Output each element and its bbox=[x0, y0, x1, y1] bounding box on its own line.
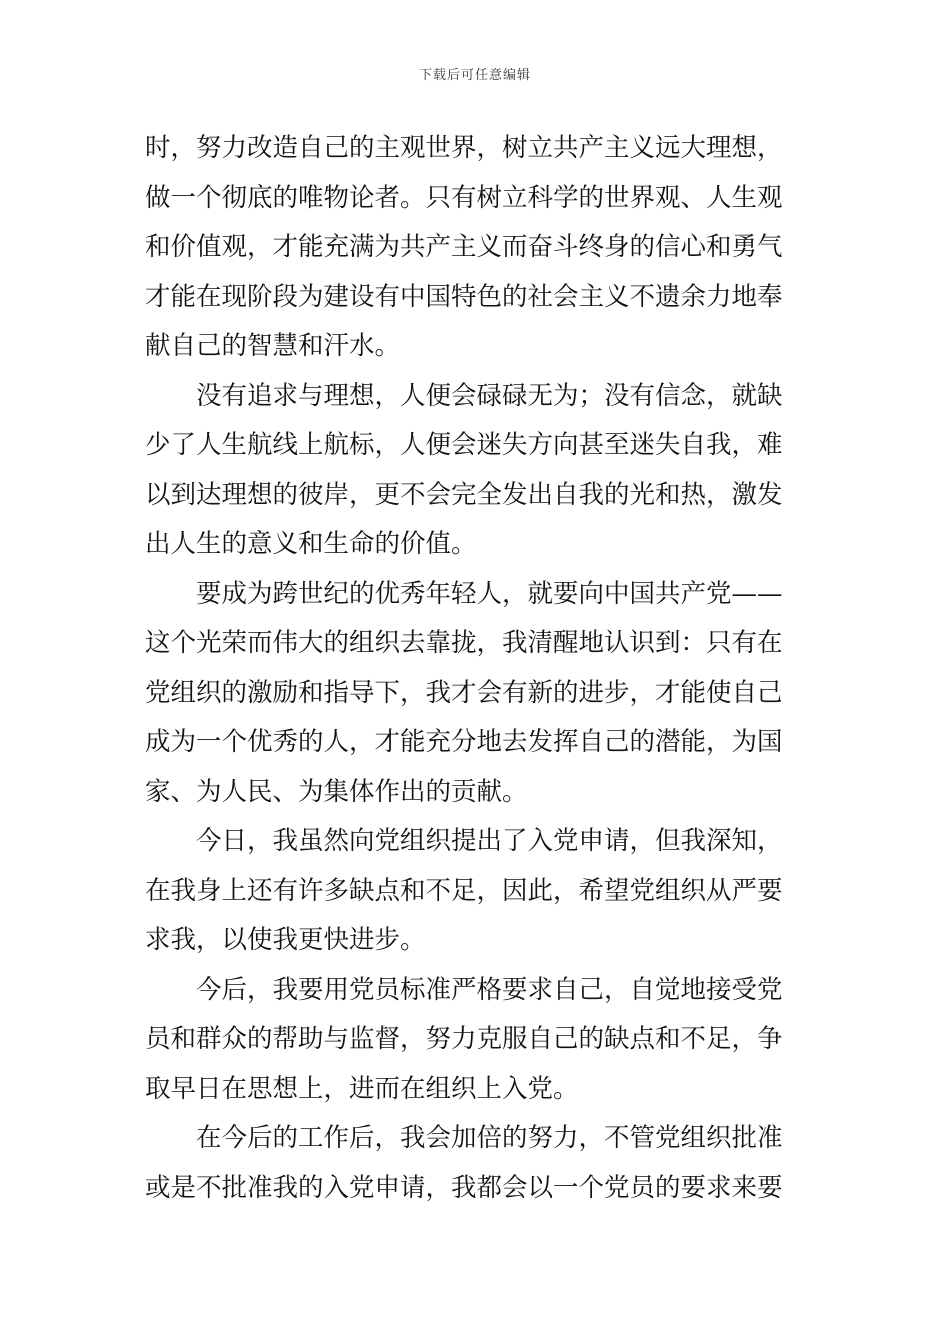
text-line: 或是不批准我的入党申请，我都会以一个党员的要求来要 bbox=[145, 1172, 783, 1203]
text-line: 党组织的激励和指导下，我才会有新的进步，才能使自己 bbox=[145, 677, 783, 708]
text-line: 家、为人民、为集体作出的贡献。 bbox=[145, 776, 528, 807]
text-line: 和价值观，才能充满为共产主义而奋斗终身的信心和勇气 bbox=[145, 232, 783, 262]
text-line: 员和群众的帮助与监督，努力克服自己的缺点和不足，争 bbox=[145, 1024, 783, 1054]
text-line: 以到达理想的彼岸，更不会完全发出自我的光和热，激发 bbox=[145, 479, 783, 510]
text-line: 成为一个优秀的人，才能充分地去发挥自己的潜能，为国 bbox=[145, 727, 783, 757]
text-line: 才能在现阶段为建设有中国特色的社会主义不遗余力地奉 bbox=[145, 281, 783, 312]
text-line: 取早日在思想上，进而在组织上入党。 bbox=[145, 1073, 579, 1104]
document-body bbox=[145, 124, 807, 1213]
text-line: 在今后的工作后，我会加倍的努力，不管党组织批准 bbox=[145, 1123, 783, 1153]
text-line: 献自己的智慧和汗水。 bbox=[145, 331, 401, 361]
text-line: 今后，我要用党员标准严格要求自己，自觉地接受党 bbox=[145, 974, 783, 1005]
text-line: 做一个彻底的唯物论者。只有树立科学的世界观、人生观 bbox=[145, 182, 783, 213]
page-header: 下载后可任意编辑 bbox=[418, 68, 531, 83]
text-line: 少了人生航线上航标，人便会迷失方向甚至迷失自我，难 bbox=[145, 430, 783, 460]
text-line: 在我身上还有许多缺点和不足，因此，希望党组织从严要 bbox=[145, 875, 783, 906]
text-line: 时，努力改造自己的主观世界，树立共产主义远大理想， bbox=[145, 133, 783, 163]
text-line: 这个光荣而伟大的组织去靠拢，我清醒地认识到：只有在 bbox=[145, 628, 783, 658]
text-line: 出人生的意义和生命的价值。 bbox=[145, 529, 477, 559]
text-line: 今日，我虽然向党组织提出了入党申请，但我深知， bbox=[145, 826, 783, 856]
text-line: 要成为跨世纪的优秀年轻人，就要向中国共产党—— bbox=[145, 578, 783, 609]
text-line: 求我，以使我更快进步。 bbox=[145, 925, 426, 955]
text-line: 没有追求与理想，人便会碌碌无为；没有信念，就缺 bbox=[145, 380, 783, 411]
